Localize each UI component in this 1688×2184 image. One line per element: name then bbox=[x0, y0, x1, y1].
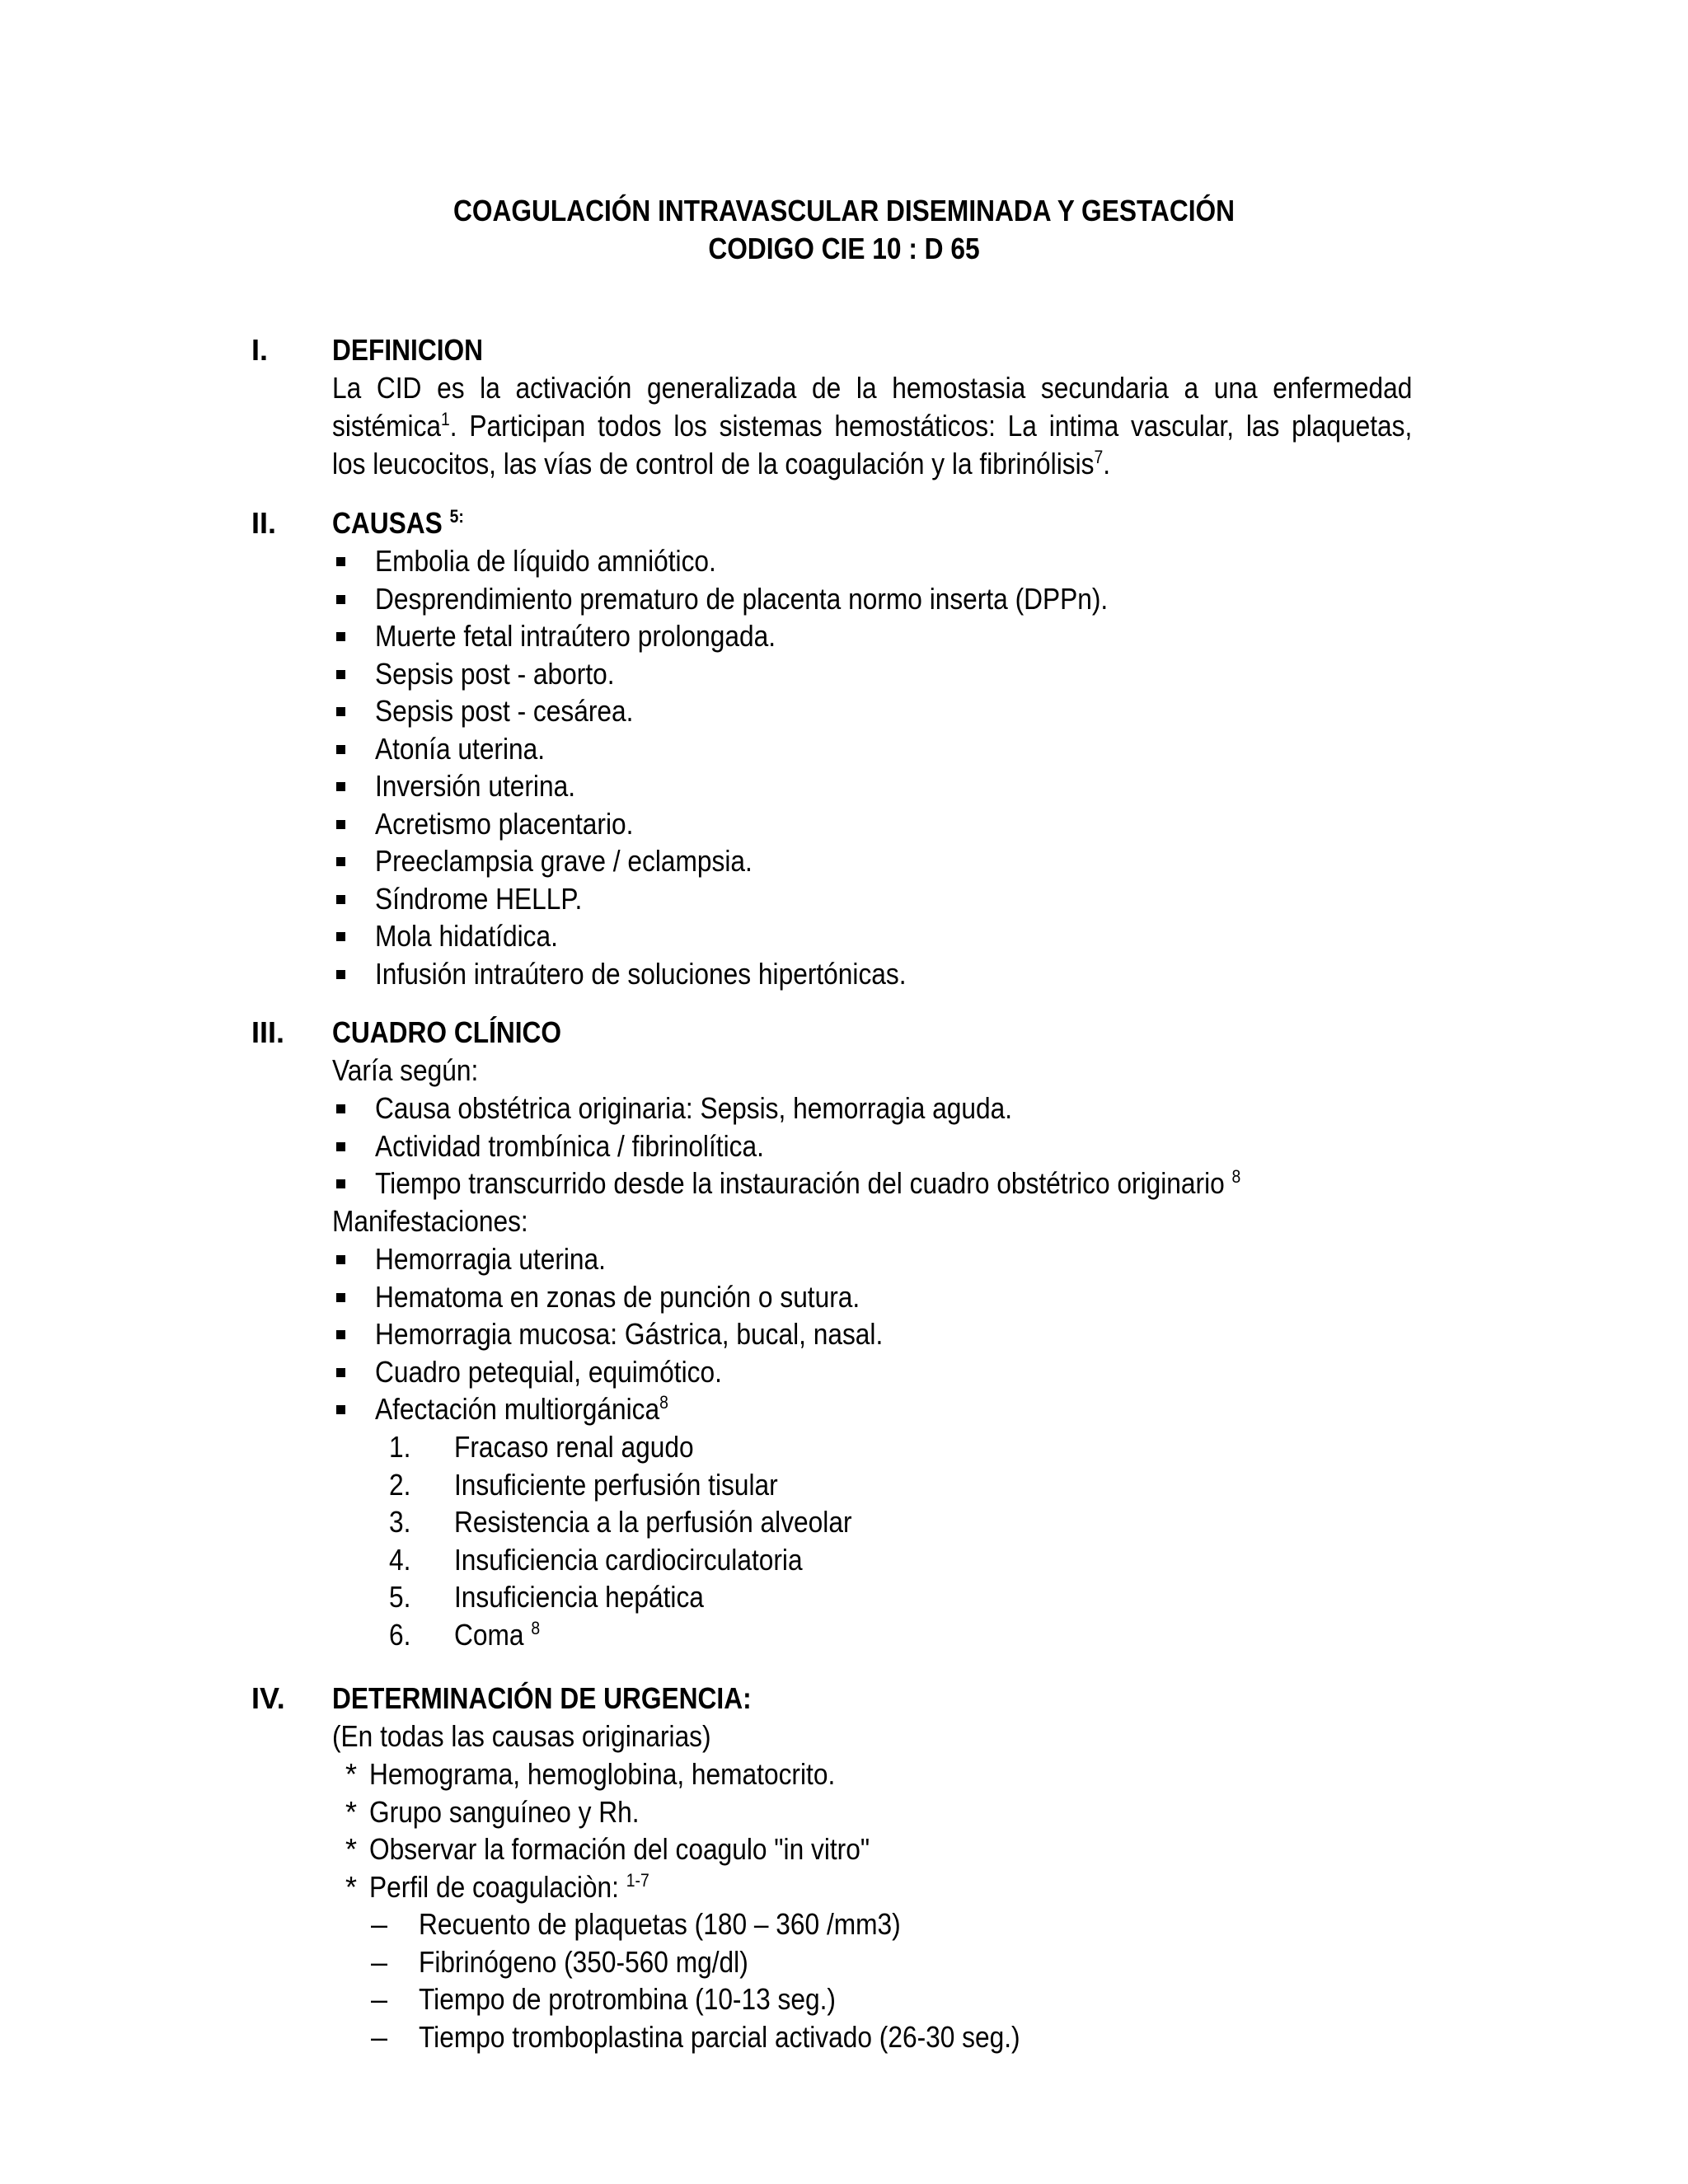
paragraph-line: La CID es la activación generalizada de la hemostasia secundaria a una enfermedad bbox=[332, 371, 1413, 405]
square-bullet-icon bbox=[336, 857, 345, 866]
square-bullet-icon bbox=[336, 1405, 345, 1414]
list-item-text: Causa obstétrica originaria: Sepsis, hemorragia aguda. bbox=[375, 1091, 1013, 1125]
list-item bbox=[454, 1541, 803, 1579]
footnote-ref: 5: bbox=[449, 506, 464, 527]
list-item-text: Grupo sanguíneo y Rh. bbox=[369, 1794, 640, 1829]
list-item: Desprendimiento prematuro de placenta normo inserta (DPPn). bbox=[375, 581, 1109, 616]
section-4-heading: DETERMINACIÓN DE URGENCIA: bbox=[332, 1681, 752, 1715]
list-item bbox=[375, 1165, 1240, 1202]
footnote-ref: 1 bbox=[441, 409, 450, 429]
list-item: Sepsis post - cesárea. bbox=[375, 694, 634, 728]
list-number: 3. bbox=[389, 1505, 411, 1539]
square-bullet-icon bbox=[336, 745, 345, 754]
square-bullet-icon bbox=[336, 1142, 345, 1151]
section-3-heading: CUADRO CLÍNICO bbox=[332, 1015, 562, 1049]
document-code: CODIGO CIE 10 : D 65 bbox=[708, 232, 980, 265]
list-item: Preeclampsia grave / eclampsia. bbox=[375, 844, 753, 878]
section-2-numeral: II. bbox=[251, 506, 277, 540]
section-1-heading: DEFINICION bbox=[332, 333, 484, 367]
list-item bbox=[375, 1353, 722, 1391]
paragraph-fragment: sistémica bbox=[332, 409, 442, 443]
list-item bbox=[375, 1315, 883, 1353]
square-bullet-icon bbox=[336, 1368, 345, 1377]
dash-bullet: – bbox=[371, 2019, 388, 2054]
list-item: Tiempo de protrombina (10-13 seg.) bbox=[419, 1982, 836, 2016]
list-item bbox=[375, 1278, 860, 1316]
square-bullet-icon bbox=[336, 632, 345, 641]
square-bullet-icon bbox=[336, 595, 345, 604]
paragraph-line bbox=[332, 407, 1412, 445]
list-item: Fibrinógeno (350-560 mg/dl) bbox=[419, 1944, 748, 1979]
section-3-intro: Varía según: bbox=[332, 1053, 479, 1087]
list-number: 1. bbox=[389, 1430, 411, 1464]
paragraph-fragment: . Participan todos los sistemas hemostáticos: La intima vascular, las plaquetas, bbox=[449, 409, 1413, 443]
list-number: 6. bbox=[389, 1617, 411, 1652]
list-number: 4. bbox=[389, 1542, 411, 1577]
list-item bbox=[369, 1755, 835, 1793]
list-item: Infusión intraútero de soluciones hipertónicas. bbox=[375, 956, 907, 991]
list-item: Síndrome HELLP. bbox=[375, 881, 583, 916]
dash-bullet: – bbox=[371, 1982, 388, 2016]
list-item: Tiempo tromboplastina parcial activado (26-30 seg.) bbox=[419, 2019, 1020, 2054]
dash-bullet: – bbox=[371, 1944, 388, 1979]
list-item bbox=[369, 1830, 870, 1868]
list-item-text: Actividad trombínica / fibrinolítica. bbox=[375, 1128, 764, 1163]
list-item-text: Insuficiencia hepática bbox=[454, 1580, 704, 1614]
list-number: 5. bbox=[389, 1580, 411, 1614]
list-item-text: Observar la formación del coagulo "in vitro" bbox=[369, 1832, 870, 1866]
section-1-paragraph bbox=[332, 369, 1412, 483]
list-item: Sepsis post - aborto. bbox=[375, 656, 615, 691]
list-item-text: Insuficiencia cardiocirculatoria bbox=[454, 1542, 803, 1577]
list-item-text: Afectación multiorgánica bbox=[375, 1392, 660, 1426]
footnote-ref: 1-7 bbox=[626, 1869, 649, 1891]
list-item bbox=[454, 1578, 704, 1616]
list-item: Atonía uterina. bbox=[375, 731, 546, 766]
footnote-ref: 8 bbox=[659, 1392, 668, 1413]
manifestations-label: Manifestaciones: bbox=[332, 1204, 528, 1238]
paragraph-fragment: . bbox=[1103, 447, 1111, 480]
square-bullet-icon bbox=[336, 820, 345, 829]
asterisk-bullet: * bbox=[345, 1832, 358, 1866]
list-item-text: Resistencia a la perfusión alveolar bbox=[454, 1505, 852, 1539]
square-bullet-icon bbox=[336, 1179, 345, 1188]
list-number: 2. bbox=[389, 1467, 411, 1502]
square-bullet-icon bbox=[336, 557, 345, 566]
footnote-ref: 8 bbox=[531, 1617, 541, 1638]
list-item bbox=[454, 1428, 694, 1466]
list-item: Acretismo placentario. bbox=[375, 806, 634, 841]
list-item-text: Hemograma, hemoglobina, hematocrito. bbox=[369, 1757, 836, 1791]
section-3-numeral: III. bbox=[251, 1015, 285, 1049]
list-item bbox=[454, 1466, 778, 1504]
square-bullet-icon bbox=[336, 670, 345, 679]
asterisk-bullet: * bbox=[345, 1869, 358, 1904]
square-bullet-icon bbox=[336, 1255, 345, 1264]
list-item bbox=[375, 1127, 764, 1165]
list-item bbox=[454, 1503, 852, 1541]
list-item bbox=[369, 1793, 640, 1831]
section-heading-text: CAUSAS bbox=[332, 506, 443, 540]
list-item-text: Hematoma en zonas de punción o sutura. bbox=[375, 1279, 860, 1314]
list-item: Recuento de plaquetas (180 – 360 /mm3) bbox=[419, 1907, 901, 1941]
asterisk-bullet: * bbox=[345, 1794, 358, 1829]
square-bullet-icon bbox=[336, 932, 345, 941]
square-bullet-icon bbox=[336, 707, 345, 716]
list-item: Mola hidatídica. bbox=[375, 919, 558, 953]
list-item-text: Cuadro petequial, equimótico. bbox=[375, 1354, 722, 1389]
footnote-ref: 8 bbox=[1231, 1166, 1241, 1187]
section-4-intro: (En todas las causas originarias) bbox=[332, 1719, 711, 1753]
paragraph-line bbox=[332, 445, 1412, 483]
list-item bbox=[375, 1090, 1012, 1127]
section-1-numeral: I. bbox=[251, 333, 269, 367]
list-item: Inversión uterina. bbox=[375, 769, 576, 803]
list-item: Embolia de líquido amniótico. bbox=[375, 544, 716, 578]
list-item: Muerte fetal intraútero prolongada. bbox=[375, 619, 776, 653]
section-2-heading bbox=[332, 504, 464, 542]
list-item bbox=[369, 1868, 649, 1906]
asterisk-bullet: * bbox=[345, 1757, 358, 1791]
list-item-text: Hemorragia uterina. bbox=[375, 1242, 606, 1276]
list-item bbox=[375, 1390, 668, 1428]
square-bullet-icon bbox=[336, 1330, 345, 1339]
section-4-numeral: IV. bbox=[251, 1681, 285, 1715]
square-bullet-icon bbox=[336, 782, 345, 791]
list-item-text: Hemorragia mucosa: Gástrica, bucal, nasal. bbox=[375, 1317, 884, 1351]
list-item-text: Coma bbox=[454, 1617, 524, 1652]
square-bullet-icon bbox=[336, 970, 345, 979]
square-bullet-icon bbox=[336, 1104, 345, 1113]
square-bullet-icon bbox=[336, 1293, 345, 1302]
list-item-text: Perfil de coagulaciòn: bbox=[369, 1869, 619, 1904]
list-item bbox=[454, 1616, 540, 1654]
paragraph-fragment: los leucocitos, las vías de control de la coagulación y la fibrinólisis bbox=[332, 447, 1095, 480]
footnote-ref: 7 bbox=[1094, 447, 1104, 467]
list-item-text: Fracaso renal agudo bbox=[454, 1430, 694, 1464]
square-bullet-icon bbox=[336, 895, 345, 904]
list-item-text: Tiempo transcurrido desde la instauración del cuadro obstétrico originario bbox=[375, 1166, 1225, 1200]
list-item-text: Insuficiente perfusión tisular bbox=[454, 1467, 778, 1502]
document-title: COAGULACIÓN INTRAVASCULAR DISEMINADA Y GESTACIÓN bbox=[452, 194, 1236, 227]
list-item bbox=[375, 1240, 606, 1278]
dash-bullet: – bbox=[371, 1907, 388, 1941]
